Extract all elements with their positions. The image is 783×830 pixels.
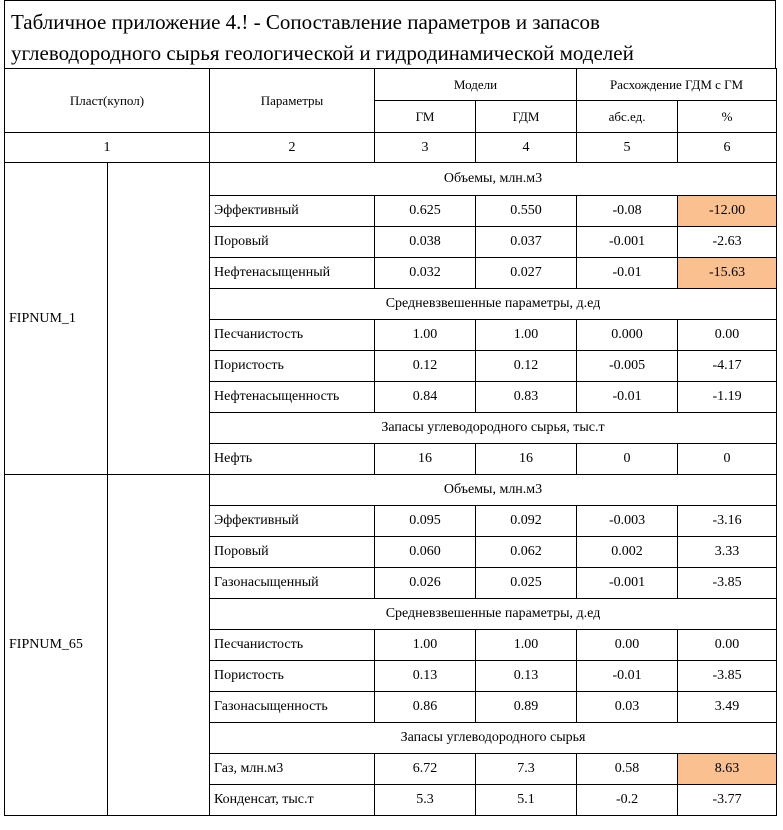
param-name: Эффективный — [210, 196, 375, 227]
header-plast: Пласт(купол) — [5, 69, 210, 133]
col-num-2: 2 — [210, 133, 375, 163]
gdm-value: 0.025 — [476, 568, 577, 599]
gm-value: 6.72 — [375, 754, 476, 785]
abs-diff: 0.000 — [577, 320, 678, 351]
param-name: Поровый — [210, 537, 375, 568]
gdm-value: 0.037 — [476, 227, 577, 258]
pct-diff: 3.49 — [678, 692, 777, 723]
pct-diff: -3.85 — [678, 568, 777, 599]
abs-diff: -0.01 — [577, 258, 678, 289]
param-name: Пористость — [210, 351, 375, 382]
pct-diff: 0.00 — [678, 630, 777, 661]
pct-diff: 0 — [678, 444, 777, 475]
param-name: Газонасыщенность — [210, 692, 375, 723]
fipnum-1-label: FIPNUM_1 — [5, 163, 108, 475]
comparison-table — [4, 68, 777, 816]
abs-diff: -0.01 — [577, 382, 678, 413]
gm-value: 0.038 — [375, 227, 476, 258]
abs-diff: -0.001 — [577, 227, 678, 258]
param-name: Нефтенасыщенность — [210, 382, 375, 413]
gdm-value: 5.1 — [476, 785, 577, 816]
pct-diff: -2.63 — [678, 227, 777, 258]
table-title — [4, 0, 776, 68]
gm-value: 5.3 — [375, 785, 476, 816]
gm-value: 0.84 — [375, 382, 476, 413]
gdm-value: 0.89 — [476, 692, 577, 723]
gm-value: 0.625 — [375, 196, 476, 227]
gm-value: 0.86 — [375, 692, 476, 723]
param-name: Эффективный — [210, 506, 375, 537]
param-name: Газонасыщенный — [210, 568, 375, 599]
gdm-value: 7.3 — [476, 754, 577, 785]
gdm-value: 0.062 — [476, 537, 577, 568]
param-name: Песчанистость — [210, 630, 375, 661]
header-diff: Расхождение ГДМ с ГМ — [577, 69, 777, 101]
col-num-1: 1 — [5, 133, 210, 163]
abs-diff: -0.001 — [577, 568, 678, 599]
pct-diff: -3.77 — [678, 785, 777, 816]
col-num-3: 3 — [375, 133, 476, 163]
gdm-value: 0.550 — [476, 196, 577, 227]
gdm-value: 0.092 — [476, 506, 577, 537]
pct-diff: -4.17 — [678, 351, 777, 382]
gdm-value: 16 — [476, 444, 577, 475]
pct-diff-highlighted: -15.63 — [678, 258, 777, 289]
section-volumes: Объемы, млн.м3 — [210, 475, 777, 506]
param-name: Пористость — [210, 661, 375, 692]
param-name: Нефть — [210, 444, 375, 475]
gm-value: 0.026 — [375, 568, 476, 599]
abs-diff: 0.58 — [577, 754, 678, 785]
gm-value: 0.13 — [375, 661, 476, 692]
header-gm: ГМ — [375, 101, 476, 133]
header-pct: % — [678, 101, 777, 133]
pct-diff-highlighted: 8.63 — [678, 754, 777, 785]
gm-value: 0.095 — [375, 506, 476, 537]
pct-diff: -3.85 — [678, 661, 777, 692]
header-params: Параметры — [210, 69, 375, 133]
gm-value: 0.032 — [375, 258, 476, 289]
col-num-4: 4 — [476, 133, 577, 163]
abs-diff: -0.003 — [577, 506, 678, 537]
section-reserves: Запасы углеводородного сырья — [210, 723, 777, 754]
abs-diff: -0.005 — [577, 351, 678, 382]
fipnum-65-spacer — [108, 475, 210, 816]
gdm-value: 1.00 — [476, 320, 577, 351]
title-line-2: углеводородного сырья геологической и гидродинамической моделей — [11, 41, 634, 65]
pct-diff-highlighted: -12.00 — [678, 196, 777, 227]
param-name: Песчанистость — [210, 320, 375, 351]
section-averages: Средневзвешенные параметры, д.ед — [210, 599, 777, 630]
abs-diff: -0.08 — [577, 196, 678, 227]
param-name: Поровый — [210, 227, 375, 258]
gdm-value: 0.027 — [476, 258, 577, 289]
gm-value: 0.060 — [375, 537, 476, 568]
gm-value: 1.00 — [375, 320, 476, 351]
gm-value: 0.12 — [375, 351, 476, 382]
header-gdm: ГДМ — [476, 101, 577, 133]
section-reserves: Запасы углеводородного сырья, тыс.т — [210, 413, 777, 444]
pct-diff: 3.33 — [678, 537, 777, 568]
abs-diff: 0 — [577, 444, 678, 475]
abs-diff: -0.2 — [577, 785, 678, 816]
section-averages: Средневзвешенные параметры, д.ед — [210, 289, 777, 320]
gdm-value: 0.13 — [476, 661, 577, 692]
gm-value: 1.00 — [375, 630, 476, 661]
abs-diff: 0.00 — [577, 630, 678, 661]
col-num-6: 6 — [678, 133, 777, 163]
pct-diff: -1.19 — [678, 382, 777, 413]
pct-diff: -3.16 — [678, 506, 777, 537]
fipnum-65-label: FIPNUM_65 — [5, 475, 108, 816]
col-num-5: 5 — [577, 133, 678, 163]
header-abs: абс.ед. — [577, 101, 678, 133]
abs-diff: 0.002 — [577, 537, 678, 568]
abs-diff: -0.01 — [577, 661, 678, 692]
gdm-value: 0.83 — [476, 382, 577, 413]
param-name: Газ, млн.м3 — [210, 754, 375, 785]
gm-value: 16 — [375, 444, 476, 475]
abs-diff: 0.03 — [577, 692, 678, 723]
header-models: Модели — [375, 69, 577, 101]
section-volumes: Объемы, млн.м3 — [210, 163, 777, 196]
title-line-1: Табличное приложение 4.! - Сопоставление параметров и запасов — [11, 10, 600, 34]
param-name: Конденсат, тыс.т — [210, 785, 375, 816]
gdm-value: 0.12 — [476, 351, 577, 382]
fipnum-1-spacer — [108, 163, 210, 475]
gdm-value: 1.00 — [476, 630, 577, 661]
pct-diff: 0.00 — [678, 320, 777, 351]
param-name: Нефтенасыщенный — [210, 258, 375, 289]
